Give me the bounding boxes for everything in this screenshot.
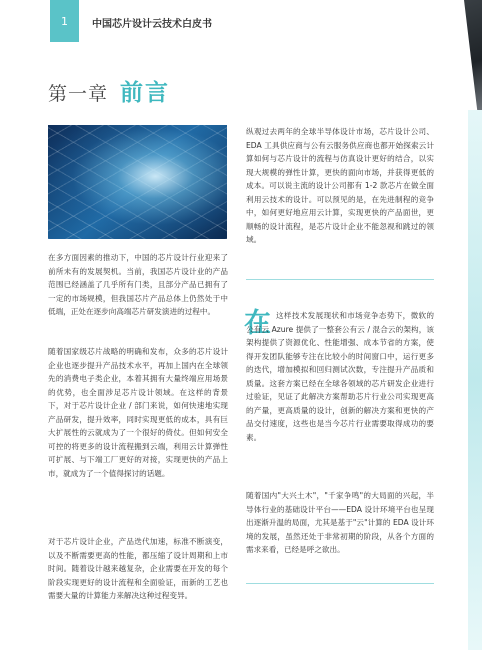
- page-number: 1: [61, 14, 68, 28]
- page-number-tab: [50, 0, 79, 42]
- document-title: 中国芯片设计云技术白皮书: [92, 19, 212, 30]
- right-paragraph-3: 随着国内"大兴土木"，"千家争鸣"的大局面的兴起，半导体行业的基础设计平台——EDA 设计环境平台也呈现出逐渐升温的局面，尤其是基于"云"计算的 EDA 设计环境的发展，虽然还处于非常初期的阶段，从各个方面的需求来看，已经是呼之欲出。: [246, 491, 434, 554]
- hero-image-chip-grid: [48, 125, 227, 239]
- chapter-label: 第一章: [48, 83, 109, 105]
- right-paragraph-2: 这样技术发展现状和市场竞争态势下，微软的公有云 Azure 提供了一整套公有云 / 混合云的架构，该架构提供了资源优化、性能增强、成本节省的方案，使得开发团队能够专注在比较小的时间窗口中，运行更多的迭代，增加模拟和回归测试次数，专注提升产品质和质量。这套方案已经在全球各领域的芯片研发企业进行过验证，见证了此解决方案帮助芯片行业公司实现更高的产量，更高质量的设计，创新的解决方案和更快的产品交付速度，这些也是当今芯片行业需要取得成功的要素。: [246, 311, 434, 442]
- decorative-side-band: [468, 110, 482, 650]
- left-paragraph-2: 随着国家级芯片战略的明确和发布，众多的芯片设计企业也逐步提升产品技术水平，再加上国内在全球领先的消费电子类企业，本着其拥有大量终端应用场景的优势，也全面涉足芯片设计领域。在这样的背景下，对于芯片设计企业 / 部门来说，如何快速地实现产品研发，提升效率，同时实现更低的成本，具有巨大扩展性的云就成为了一个很好的倚仗。但如何安全可控的将更多的设计流程搬到云端，利用云计算弹性可扩展、与下端工厂更好的对接，实现更快的产品上市，就成为了一个值得探讨的话题。: [48, 347, 228, 478]
- left-paragraph-1: 在多方面因素的推动下，中国的芯片设计行业迎来了前所未有的发展契机。当前，我国芯片设计业的产品范围已经涵盖了几乎所有门类，且部分产品已拥有了一定的市场规模，但我国芯片产品总体上仍然处于中低端，正处在逐步向高端芯片研发演进的过程中。: [48, 253, 228, 316]
- right-paragraph-1: 纵观过去两年的全球半导体设计市场，芯片设计公司、EDA 工具供应商与公有云服务供应商也都开始探索云计算如何与芯片设计的流程与仿真设计更好的结合，以实现大规模的弹性计算，更快的面向市场，并获得更低的成本。可以说主流的设计公司都有 1-2 款芯片在做全面利用云技术的设计。可以预见的是，在先进制程的竞争中，如何更好地应用云计算，实现更快的产品面世，更顺畅的设计流程，是芯片设计企业不能忽视和跳过的领域。: [246, 127, 434, 244]
- drop-cap: 在: [244, 308, 271, 339]
- chapter-title: 前言: [120, 80, 171, 106]
- section-divider-top: [246, 279, 434, 280]
- left-paragraph-3: 对于芯片设计企业，产品迭代加速，标准不断演变，以及不断需要更高的性能，都压缩了设计周期和上市时间。随着设计越来越复杂，企业需要在开发的每个阶段实现更好的设计流程和全面验证，而新的工艺也需要大量的计算能力来解决这种过程变异。: [48, 537, 228, 600]
- chapter-heading: [48, 74, 170, 107]
- section-divider-bottom: [246, 583, 434, 584]
